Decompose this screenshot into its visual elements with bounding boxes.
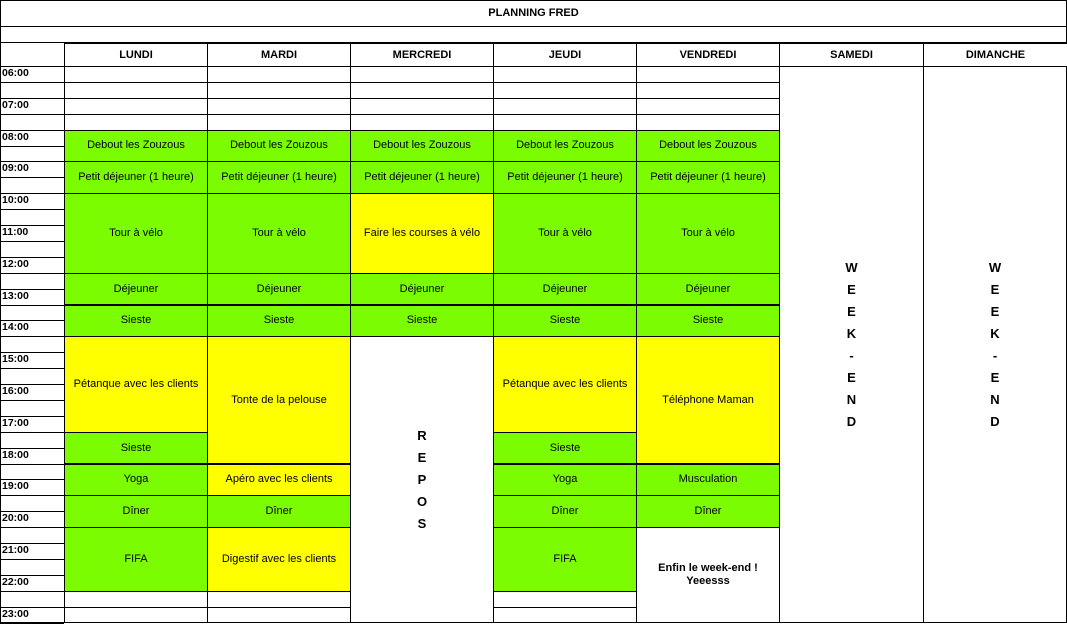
time-label-1300: 13:00 (2, 289, 29, 302)
day-header-mardi: MARDI (207, 43, 351, 67)
empty-slot (636, 98, 780, 115)
vertical-letter: N (990, 391, 1000, 407)
empty-slot (64, 98, 208, 115)
empty-slot (350, 114, 494, 131)
vertical-letter: - (849, 347, 854, 363)
time-row-line (0, 209, 64, 210)
event-debout-les-zouzous: Debout les Zouzous (64, 130, 208, 163)
event-sieste: Sieste (64, 432, 208, 465)
time-label-1800: 18:00 (2, 448, 29, 461)
time-row-line (0, 559, 64, 560)
event-faire-les-courses-a-velo: Faire les courses à vélo (350, 193, 494, 274)
time-label-0900: 09:00 (2, 162, 29, 175)
vertical-letter: E (847, 303, 856, 319)
event-petanque-avec-les-clients: Pétanque avec les clients (493, 336, 637, 432)
event-fifa: FIFA (64, 527, 208, 592)
time-row-line (0, 368, 64, 369)
event-tour-a-velo: Tour à vélo (207, 193, 351, 274)
vertical-letter: - (992, 347, 998, 363)
vertical-letter: E (990, 369, 1000, 385)
vertical-letter: P (417, 471, 427, 487)
weekend-block-samedi (779, 66, 924, 623)
empty-slot (493, 66, 637, 83)
event-debout-les-zouzous: Debout les Zouzous (636, 130, 780, 163)
event-yoga: Yoga (493, 464, 637, 497)
event-enfin-le-week-end-yeeesss: Enfin le week-end ! Yeeesss (636, 527, 780, 623)
time-label-2000: 20:00 (2, 512, 29, 525)
day-header-dimanche: DIMANCHE (923, 43, 1067, 67)
event-dejeuner: Déjeuner (207, 273, 351, 306)
time-label-1100: 11:00 (2, 226, 29, 238)
event-diner: Dîner (207, 495, 351, 528)
time-label-1600: 16:00 (2, 385, 29, 397)
time-row-line (0, 432, 64, 433)
time-row-line (0, 177, 64, 178)
event-debout-les-zouzous: Debout les Zouzous (493, 130, 637, 163)
vertical-letter: N (846, 391, 857, 407)
time-row-line (0, 400, 64, 401)
event-petit-dejeuner-1-heure: Petit déjeuner (1 heure) (636, 161, 780, 194)
time-label-0600: 06:00 (2, 67, 29, 79)
event-musculation: Musculation (636, 464, 780, 497)
empty-slot (636, 66, 780, 83)
day-header-jeudi: JEUDI (493, 43, 637, 67)
event-sieste: Sieste (350, 305, 494, 338)
vertical-letter: O (416, 493, 428, 509)
event-petit-dejeuner-1-heure: Petit déjeuner (1 heure) (207, 161, 351, 194)
empty-slot (207, 98, 351, 115)
time-row-line (0, 464, 64, 465)
event-telephone-maman: Téléphone Maman (636, 336, 780, 464)
time-label-1400: 14:00 (2, 321, 29, 334)
event-tour-a-velo: Tour à vélo (493, 193, 637, 274)
event-dejeuner: Déjeuner (350, 273, 494, 306)
vertical-letter: D (990, 413, 1000, 429)
vertical-letter: S (417, 515, 427, 531)
empty-slot (207, 591, 351, 608)
event-apero-avec-les-clients: Apéro avec les clients (207, 464, 351, 497)
empty-slot (64, 114, 208, 131)
vertical-letter: E (990, 281, 1000, 297)
day-header-vendredi: VENDREDI (636, 43, 780, 67)
time-row-line (0, 495, 64, 496)
vertical-letter: E (990, 303, 1000, 319)
time-label-2100: 21:00 (2, 544, 29, 556)
empty-slot (207, 82, 351, 99)
time-row-line (0, 82, 64, 83)
event-petit-dejeuner-1-heure: Petit déjeuner (1 heure) (350, 161, 494, 194)
vertical-letter: R (417, 427, 427, 443)
event-diner: Dîner (636, 495, 780, 528)
time-row-line (0, 305, 64, 306)
time-label-1200: 12:00 (2, 257, 29, 270)
event-repos (350, 336, 494, 623)
event-tonte-de-la-pelouse: Tonte de la pelouse (207, 336, 351, 464)
empty-slot (350, 82, 494, 99)
event-tour-a-velo: Tour à vélo (64, 193, 208, 274)
vertical-letter: K (846, 325, 857, 341)
event-sieste: Sieste (207, 305, 351, 338)
empty-slot (493, 607, 637, 623)
time-row-line (0, 591, 64, 592)
event-dejeuner: Déjeuner (636, 273, 780, 306)
event-sieste: Sieste (636, 305, 780, 338)
empty-slot (64, 591, 208, 608)
time-row-line (0, 273, 64, 274)
vertical-letter: W (988, 259, 1002, 275)
event-fifa: FIFA (493, 527, 637, 592)
empty-slot (493, 591, 637, 608)
event-dejeuner: Déjeuner (64, 273, 208, 306)
page-title: PLANNING FRED (0, 0, 1067, 27)
time-label-2300: 23:00 (2, 607, 29, 620)
empty-slot (636, 114, 780, 131)
vertical-letter: D (846, 413, 857, 429)
day-header-mercredi: MERCREDI (350, 43, 494, 67)
event-diner: Dîner (493, 495, 637, 528)
day-header-samedi: SAMEDI (779, 43, 924, 67)
empty-slot (207, 607, 351, 623)
time-label-1900: 19:00 (2, 480, 29, 493)
empty-slot (64, 82, 208, 99)
time-label-1500: 15:00 (2, 353, 29, 366)
vertical-letter: K (990, 325, 1000, 341)
event-petit-dejeuner-1-heure: Petit déjeuner (1 heure) (493, 161, 637, 194)
time-label-1000: 10:00 (2, 194, 29, 207)
event-diner: Dîner (64, 495, 208, 528)
time-row-line (0, 336, 64, 337)
event-tour-a-velo: Tour à vélo (636, 193, 780, 274)
weekend-block-dimanche (923, 66, 1067, 623)
empty-slot (64, 607, 208, 623)
event-sieste: Sieste (493, 305, 637, 338)
time-label-0800: 08:00 (2, 130, 29, 143)
time-row-line (0, 527, 64, 528)
empty-slot (350, 98, 494, 115)
vertical-letter: W (845, 259, 858, 275)
empty-slot (493, 98, 637, 115)
event-debout-les-zouzous: Debout les Zouzous (350, 130, 494, 163)
time-label-0700: 07:00 (2, 98, 29, 111)
time-row-line (0, 241, 64, 242)
empty-slot (207, 114, 351, 131)
empty-slot (207, 66, 351, 83)
event-digestif-avec-les-clients: Digestif avec les clients (207, 527, 351, 592)
day-header-lundi: LUNDI (64, 43, 208, 67)
time-row-line (0, 114, 64, 115)
event-petanque-avec-les-clients: Pétanque avec les clients (64, 336, 208, 432)
event-petit-dejeuner-1-heure: Petit déjeuner (1 heure) (64, 161, 208, 194)
time-row-line (0, 146, 64, 147)
empty-slot (493, 114, 637, 131)
empty-slot (350, 66, 494, 83)
time-label-2200: 22:00 (2, 575, 29, 588)
empty-slot (636, 82, 780, 99)
vertical-letter: E (417, 449, 427, 465)
event-sieste: Sieste (64, 305, 208, 338)
vertical-letter: E (847, 369, 856, 385)
event-sieste: Sieste (493, 432, 637, 465)
event-dejeuner: Déjeuner (493, 273, 637, 306)
time-label-1700: 17:00 (2, 416, 29, 429)
event-yoga: Yoga (64, 464, 208, 497)
empty-slot (64, 66, 208, 83)
event-debout-les-zouzous: Debout les Zouzous (207, 130, 351, 163)
vertical-letter: E (847, 281, 856, 297)
empty-slot (493, 82, 637, 99)
